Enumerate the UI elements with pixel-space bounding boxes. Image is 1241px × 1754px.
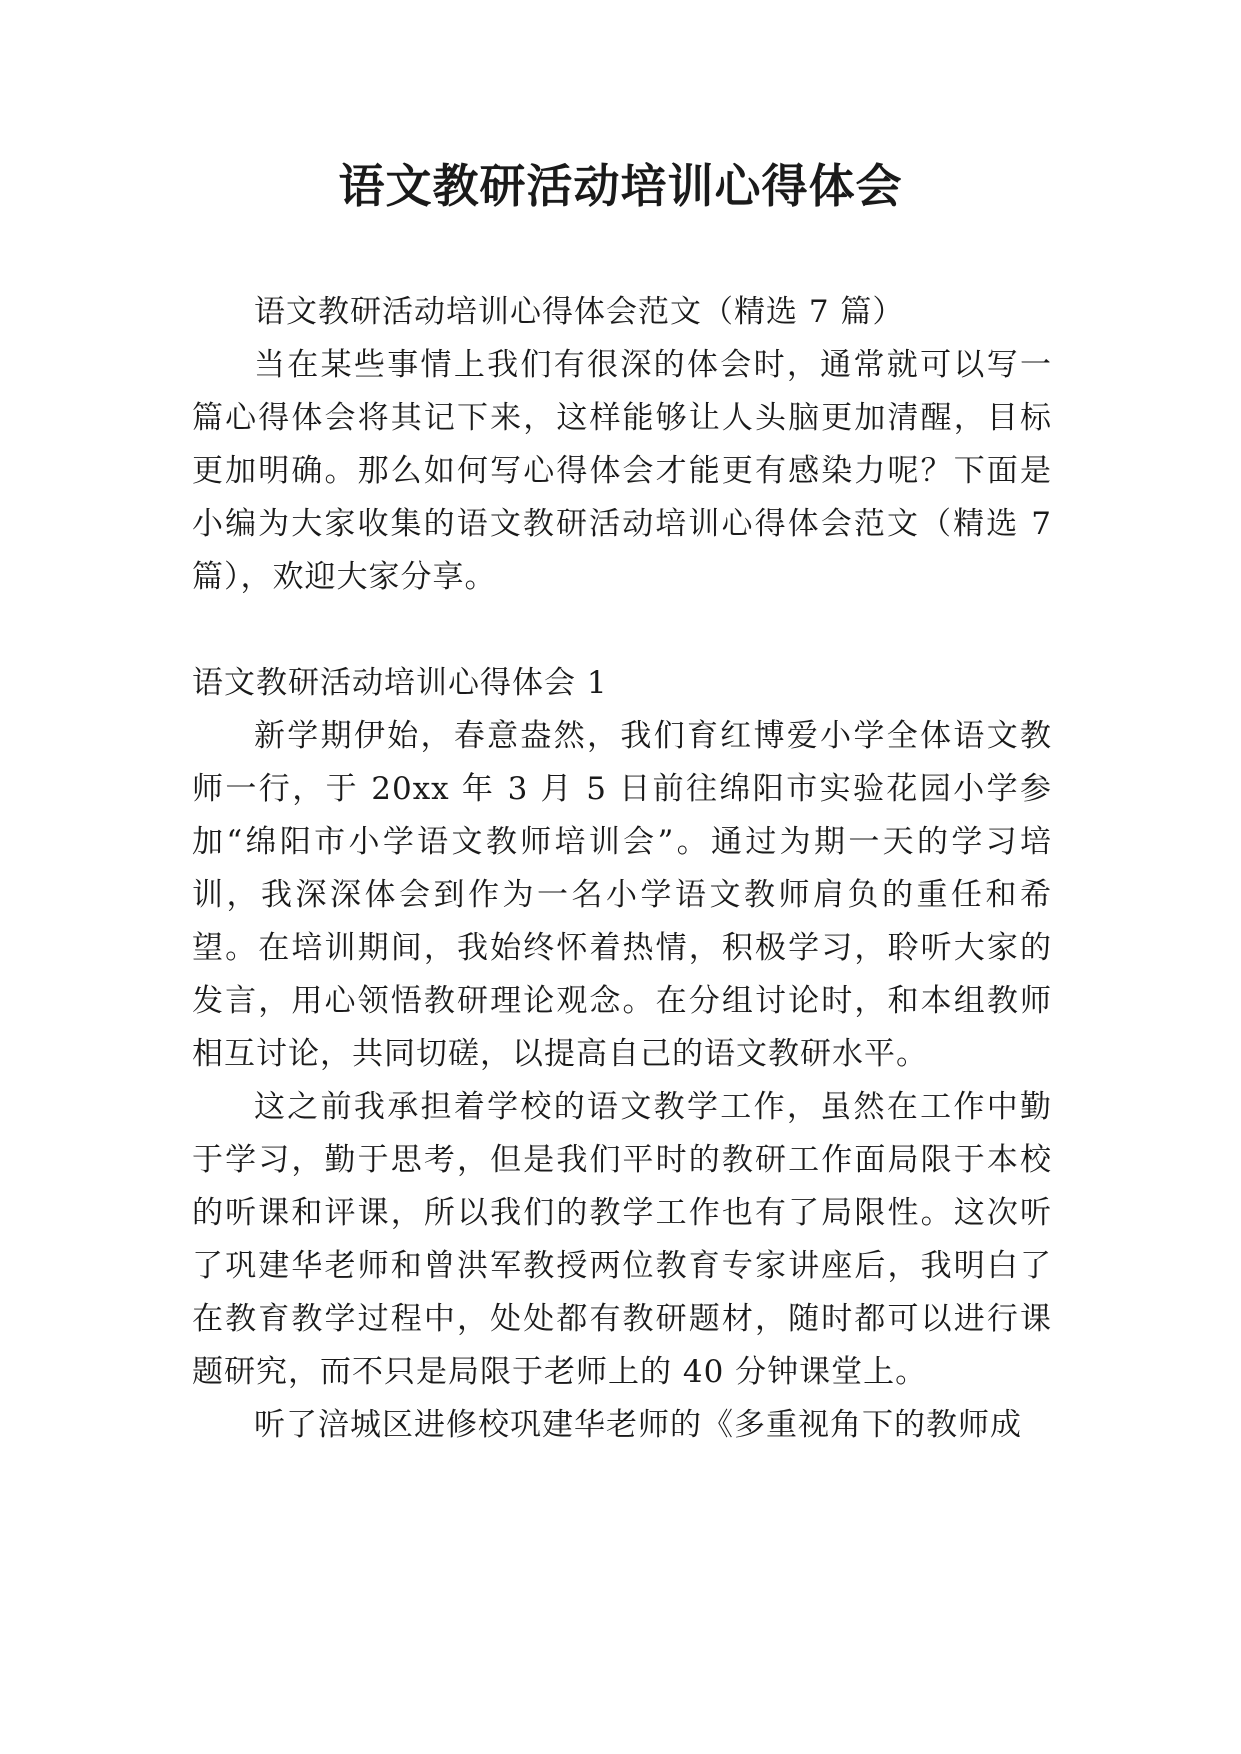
body-paragraph: 这之前我承担着学校的语文教学工作，虽然在工作中勤于学习，勤于思考，但是我们平时的教研工作面局限于本校的听课和评课，所以我们的教学工作也有了局限性。这次听了巩建华老师和曾洪军教授两位教育专家讲座后，我明白了在教育教学过程中，处处都有教研题材，随时都可以进行课题研究，而不只是局限于老师上的 40 分钟课堂上。 bbox=[192, 1089, 1052, 1390]
document-body bbox=[192, 286, 1052, 1452]
body-paragraph: 新学期伊始，春意盎然，我们育红博爱小学全体语文教师一行，于 20xx 年 3 月 5 日前往绵阳市实验花园小学参加“绵阳市小学语文教师培训会”。通过为期一天的学习培训，我深深体会到作为一名小学语文教师肩负的重任和希望。在培训期间，我始终怀着热情，积极学习，聆听大家的发言，用心领悟教研理论观念。在分组讨论时，和本组教师相互讨论，共同切磋，以提高自己的语文教研水平。 bbox=[192, 718, 1052, 1072]
intro-paragraph: 当在某些事情上我们有很深的体会时，通常就可以写一篇心得体会将其记下来，这样能够让人头脑更加清醒，目标更加明确。那么如何写心得体会才能更有感染力呢？下面是小编为大家收集的语文教研活动培训心得体会范文（精选 7 篇），欢迎大家分享。 bbox=[192, 347, 1052, 595]
body-paragraph: 听了涪城区进修校巩建华老师的《多重视角下的教师成 bbox=[254, 1407, 1022, 1443]
section-spacer bbox=[192, 604, 1052, 657]
document-subtitle: 语文教研活动培训心得体会范文（精选 7 篇） bbox=[254, 294, 905, 330]
document-title: 语文教研活动培训心得体会 bbox=[338, 159, 903, 213]
section-heading: 语文教研活动培训心得体会 1 bbox=[192, 665, 608, 701]
